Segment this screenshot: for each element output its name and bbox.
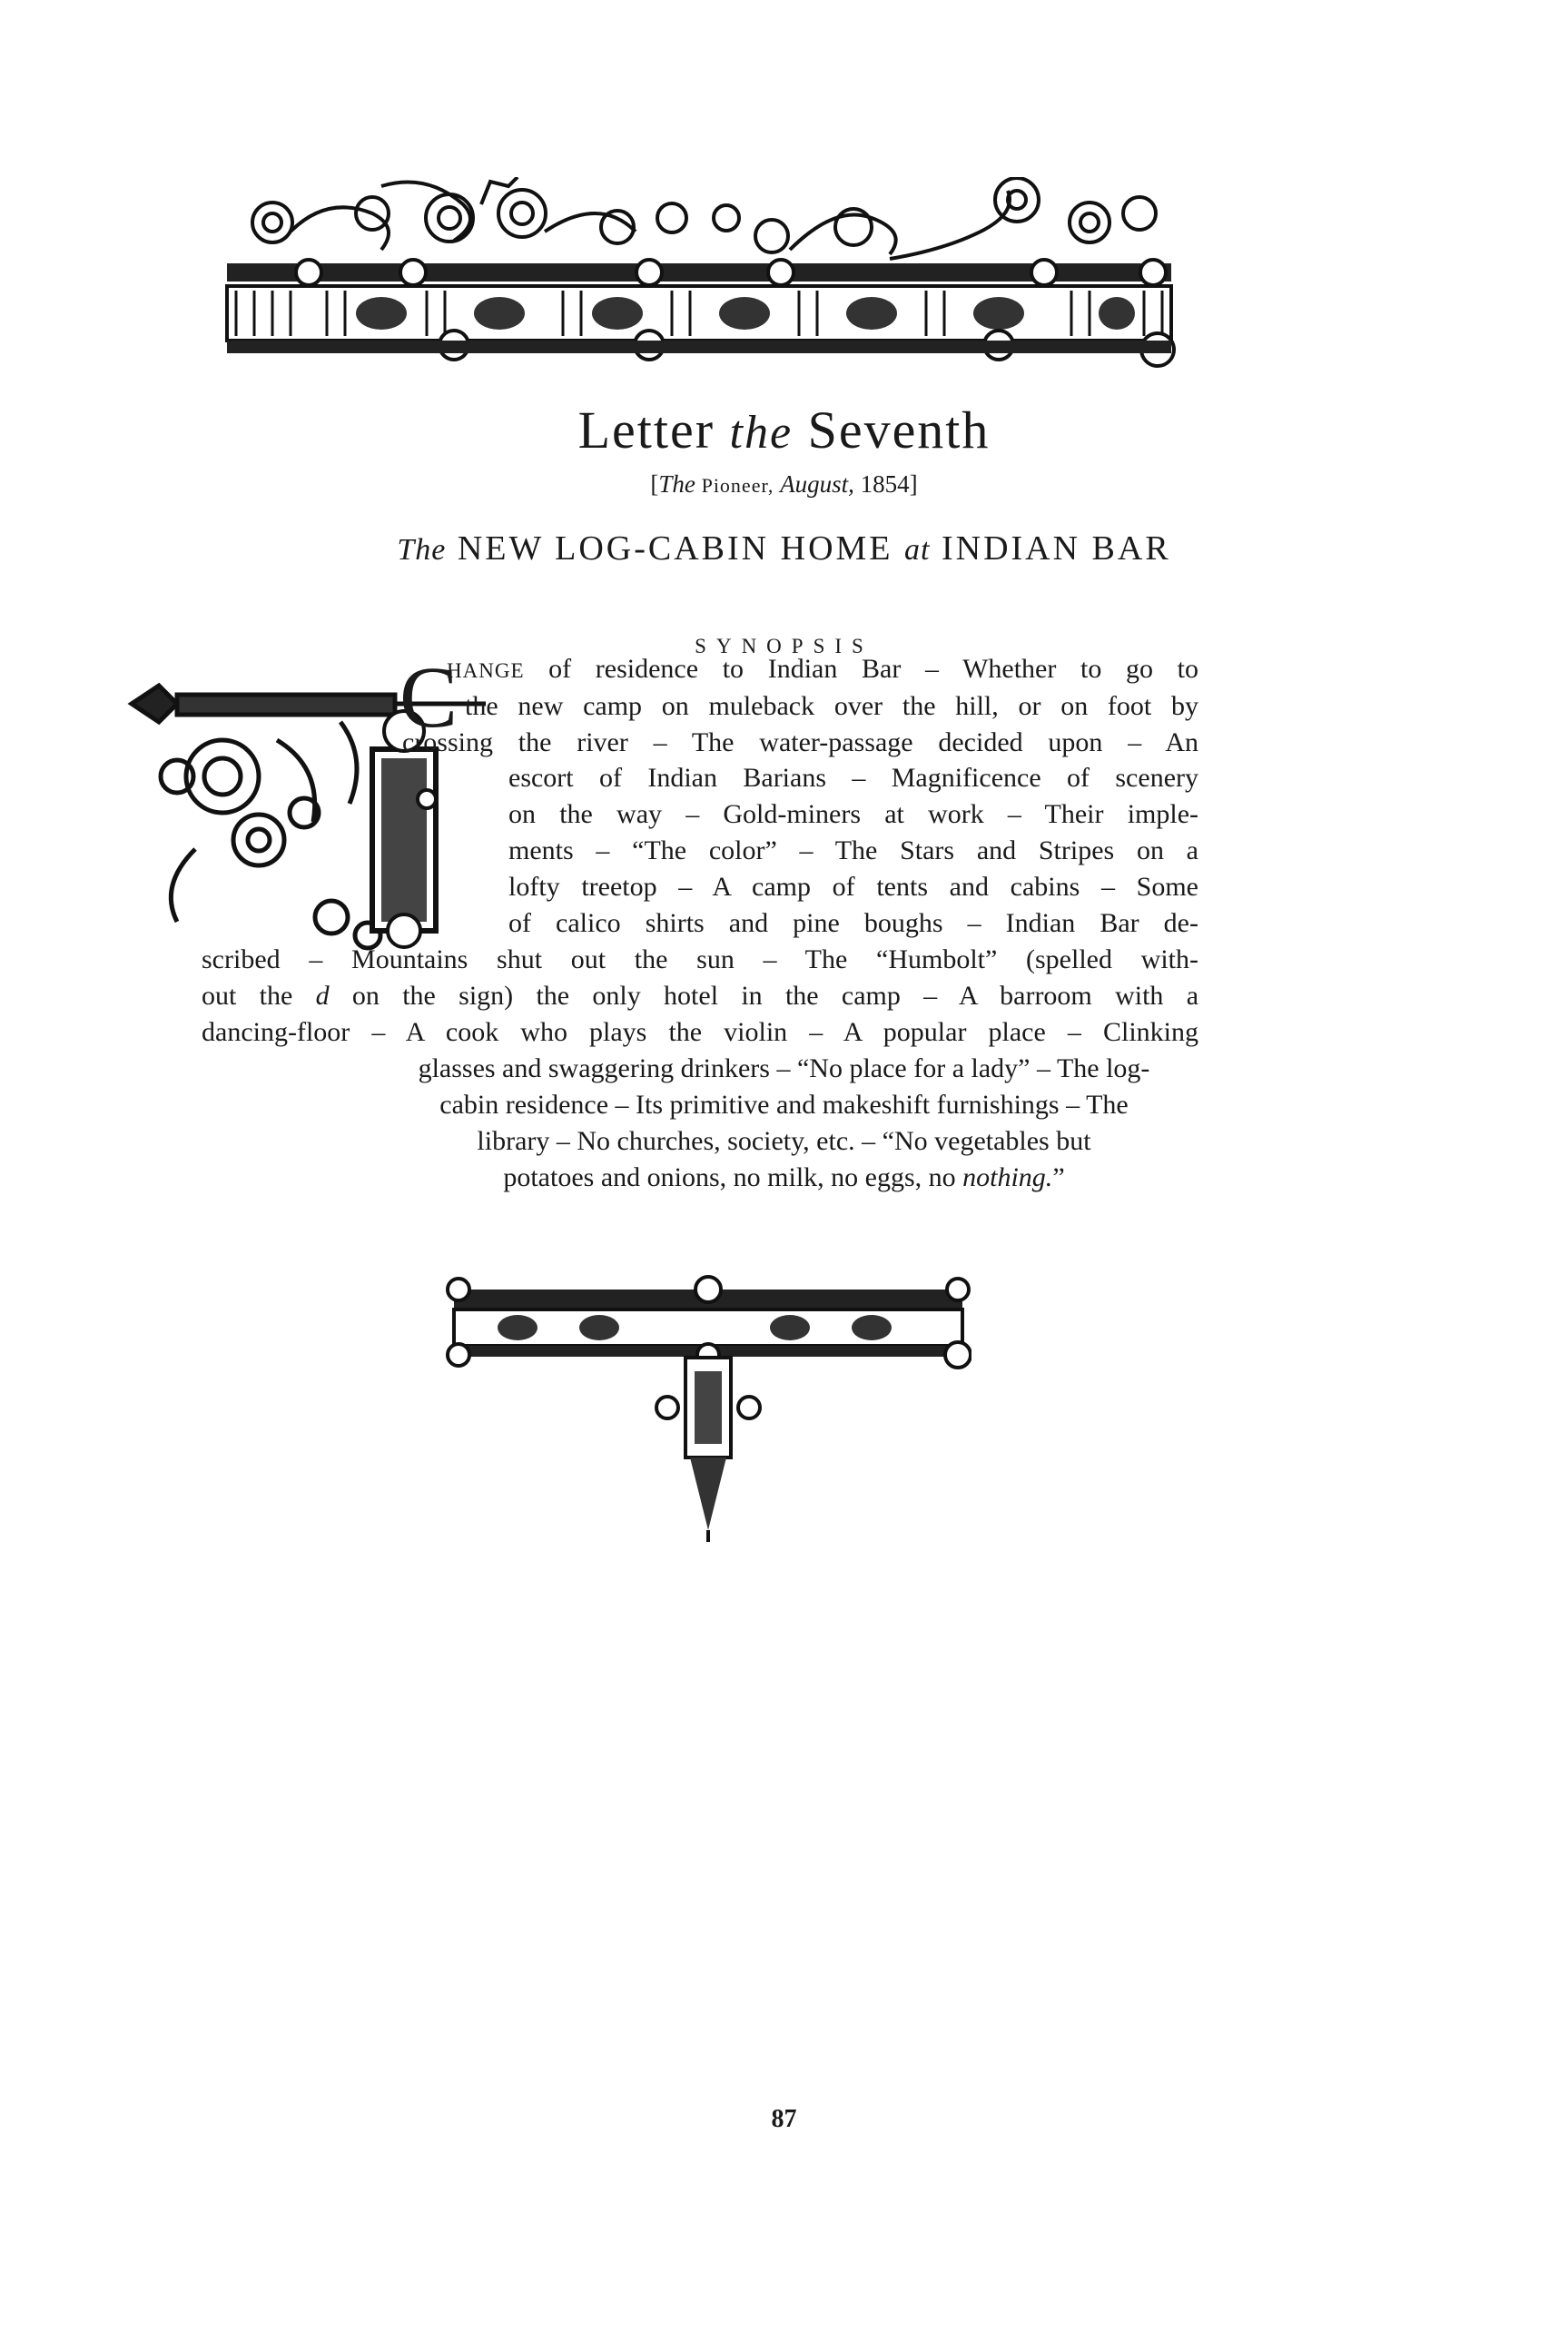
synopsis-line-11: dancing-floor – A cook who plays the violin – A popular place – Clinking: [202, 1017, 1198, 1047]
synopsis-line-5: on the way – Gold-miners at work – Their imple-: [508, 799, 1198, 829]
synopsis-line-3: crossing the river – The water-passage decided upon – An: [402, 727, 1198, 757]
synopsis-line-9: scribed – Mountains shut out the sun – The “Humbolt” (spelled with-: [202, 944, 1198, 974]
synopsis-line-2: the new camp on muleback over the hill, or on foot by: [465, 691, 1198, 721]
synopsis-line-1: [447, 656, 1198, 687]
synopsis-line-15-a: potatoes and onions, no milk, no eggs, no: [503, 1162, 956, 1192]
source-bracket: [: [650, 470, 659, 498]
ornamental-tailpiece: [445, 1271, 971, 1544]
source-the: The: [658, 470, 695, 498]
source-citation: [0, 472, 1568, 497]
synopsis-line-15-c: ”: [1052, 1162, 1065, 1192]
synopsis-line-1-text: of residence to Indian Bar – Whether to go to: [548, 654, 1198, 684]
title-seventh: Seventh: [807, 400, 991, 460]
title-letter: Letter: [577, 400, 715, 460]
synopsis-line-13: cabin residence – Its primitive and makeshift furnishings – The: [439, 1090, 1129, 1120]
drop-cap: C: [399, 648, 459, 746]
title-the: the: [729, 407, 794, 459]
source-month: August,: [780, 470, 854, 498]
synopsis-line-7: lofty treetop – A camp of tents and cabins – Some: [508, 872, 1198, 902]
subtitle-the: The: [397, 533, 447, 567]
synopsis-line-10-d: d: [315, 981, 330, 1011]
synopsis-heading: SYNOPSIS: [695, 635, 873, 657]
letter-title: [0, 400, 1568, 460]
synopsis-line-10-b: on the sign) the only hotel in the camp – A barroom with a: [351, 981, 1199, 1011]
synopsis-line-15: [0, 1164, 1568, 1191]
synopsis-line-4: escort of Indian Barians – Magnificence of scenery: [508, 763, 1198, 793]
synopsis-line-8: of calico shirts and pine boughs – Indian Bar de-: [508, 908, 1198, 938]
subtitle-place: INDIAN BAR: [941, 529, 1171, 568]
subtitle-main: NEW LOG-CABIN HOME: [457, 529, 893, 568]
synopsis-line-10: [202, 983, 1198, 1013]
synopsis-line-15-b: nothing.: [962, 1162, 1053, 1192]
page-number: 87: [771, 2105, 797, 2133]
synopsis-line-10-a: out the: [202, 981, 293, 1011]
subtitle-at: at: [904, 533, 931, 567]
synopsis-line-12: glasses and swaggering drinkers – “No place for a lady” – The log-: [418, 1053, 1150, 1083]
source-year: 1854]: [860, 470, 918, 498]
letter-subtitle: [0, 531, 1568, 566]
ornamental-headpiece: [218, 177, 1180, 377]
source-publication: Pioneer,: [701, 474, 774, 497]
synopsis-line-14: library – No churches, society, etc. – “No vegetables but: [477, 1126, 1091, 1156]
synopsis-first-word: HANGE: [447, 659, 525, 682]
synopsis-line-6: ments – “The color” – The Stars and Stripes on a: [508, 835, 1198, 865]
